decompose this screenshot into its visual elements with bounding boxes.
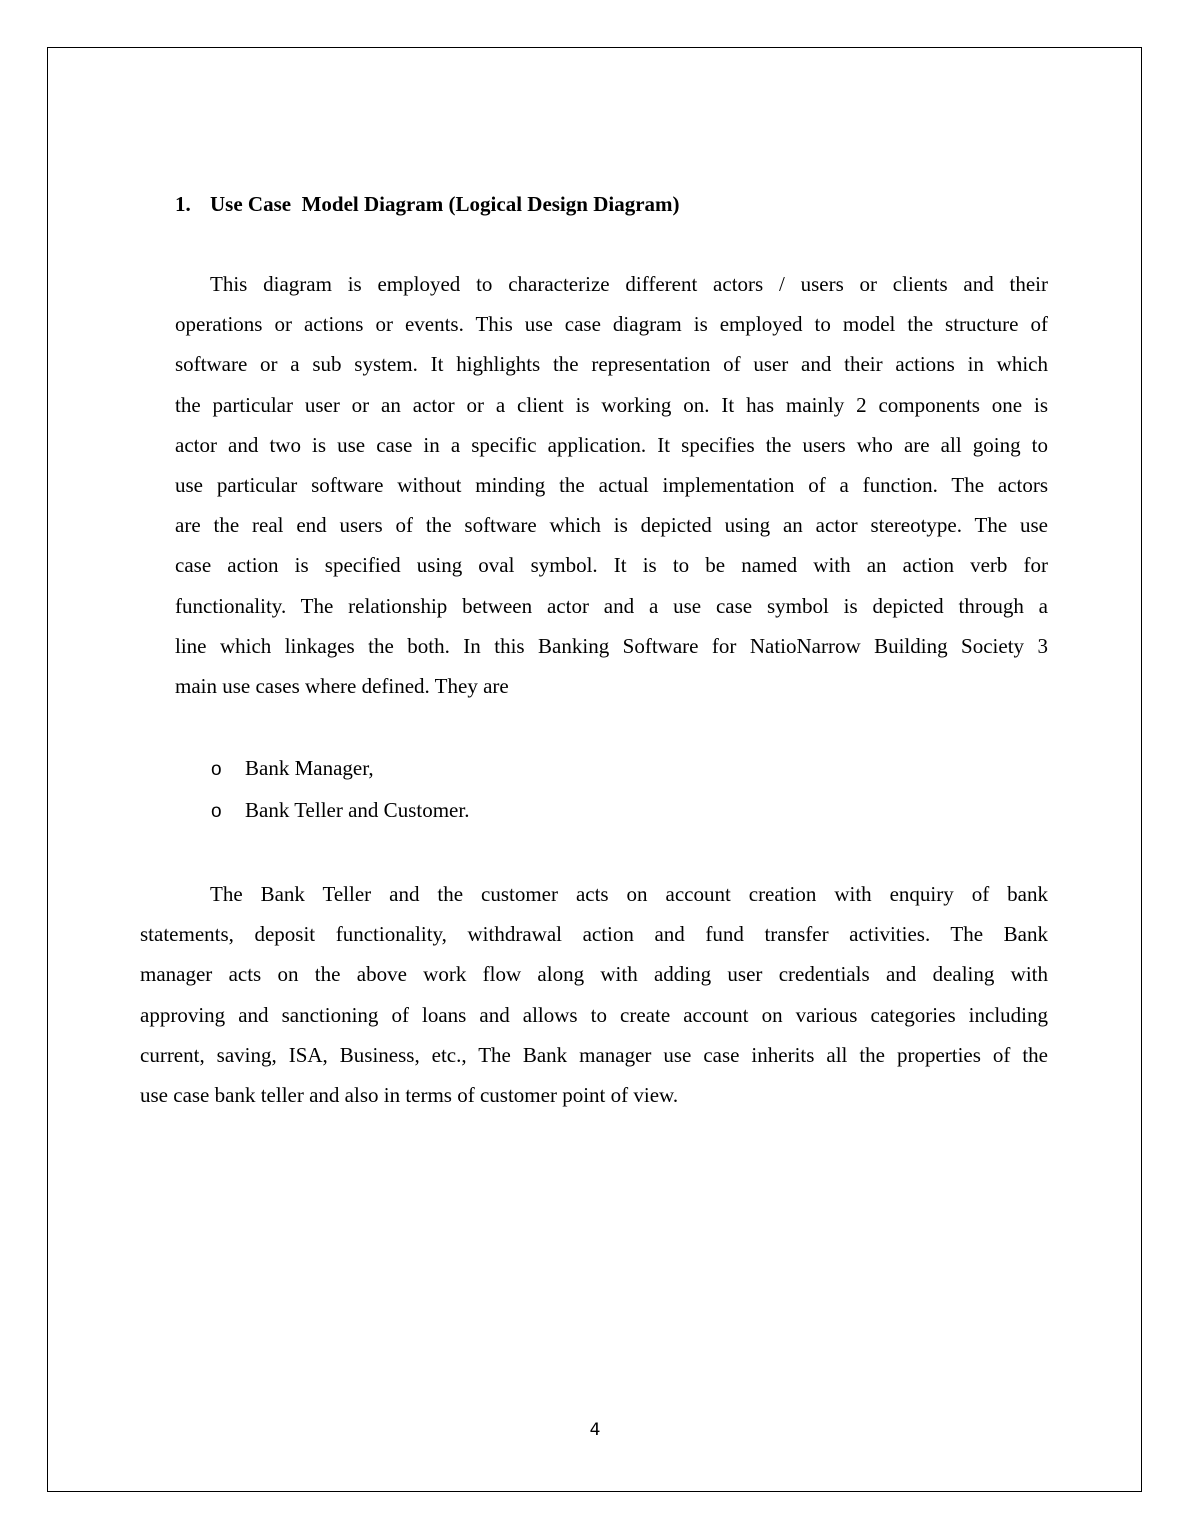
list-item [211,755,469,797]
section-number: 1. [175,192,191,216]
text-line: are the real end users of the software which is depicted using an actor stereotype. The use [175,513,1048,538]
section-title: Use Case Model Diagram (Logical Design Diagram) [210,192,680,216]
bullet-list [211,755,469,839]
text-line: operations or actions or events. This use case diagram is employed to model the structure of [175,312,1048,337]
text-line: use particular software without minding the actual implementation of a function. The actors [175,472,1048,497]
list-item-text: Bank Manager, [245,756,374,780]
bullet-marker: o [211,801,222,822]
paragraph-intro [175,271,1048,713]
section-heading [175,192,680,217]
text-line: line which linkages the both. In this Banking Software for NatioNarrow Building Society 3 [175,633,1048,658]
text-line: approving and sanctioning of loans and allows to create account on various categories including [140,1002,1048,1027]
text-line: The Bank Teller and the customer acts on account creation with enquiry of bank [210,882,1048,906]
page-number: 4 [589,1420,601,1440]
text-line: the particular user or an actor or a client is working on. It has mainly 2 components one is [175,392,1048,417]
paragraph-description [140,881,1048,1122]
text-line: manager acts on the above work flow along with adding user credentials and dealing with [140,962,1048,987]
text-line: software or a sub system. It highlights the representation of user and their actions in which [175,352,1048,377]
text-line: main use cases where defined. They are [175,673,509,698]
list-item-text: Bank Teller and Customer. [245,798,470,822]
list-item [211,797,469,839]
bullet-marker: o [211,759,222,780]
text-line: current, saving, ISA, Business, etc., The Bank manager use case inherits all the properties of the [140,1042,1048,1067]
text-line: use case bank teller and also in terms of customer point of view. [140,1082,679,1107]
text-line: This diagram is employed to characterize different actors / users or clients and their [210,272,1048,296]
text-line: statements, deposit functionality, withdrawal action and fund transfer activities. The Bank [140,922,1048,947]
text-line: actor and two is use case in a specific application. It specifies the users who are all going to [175,432,1048,457]
text-line: functionality. The relationship between actor and a use case symbol is depicted through a [175,593,1048,618]
text-line: case action is specified using oval symbol. It is to be named with an action verb for [175,553,1048,578]
